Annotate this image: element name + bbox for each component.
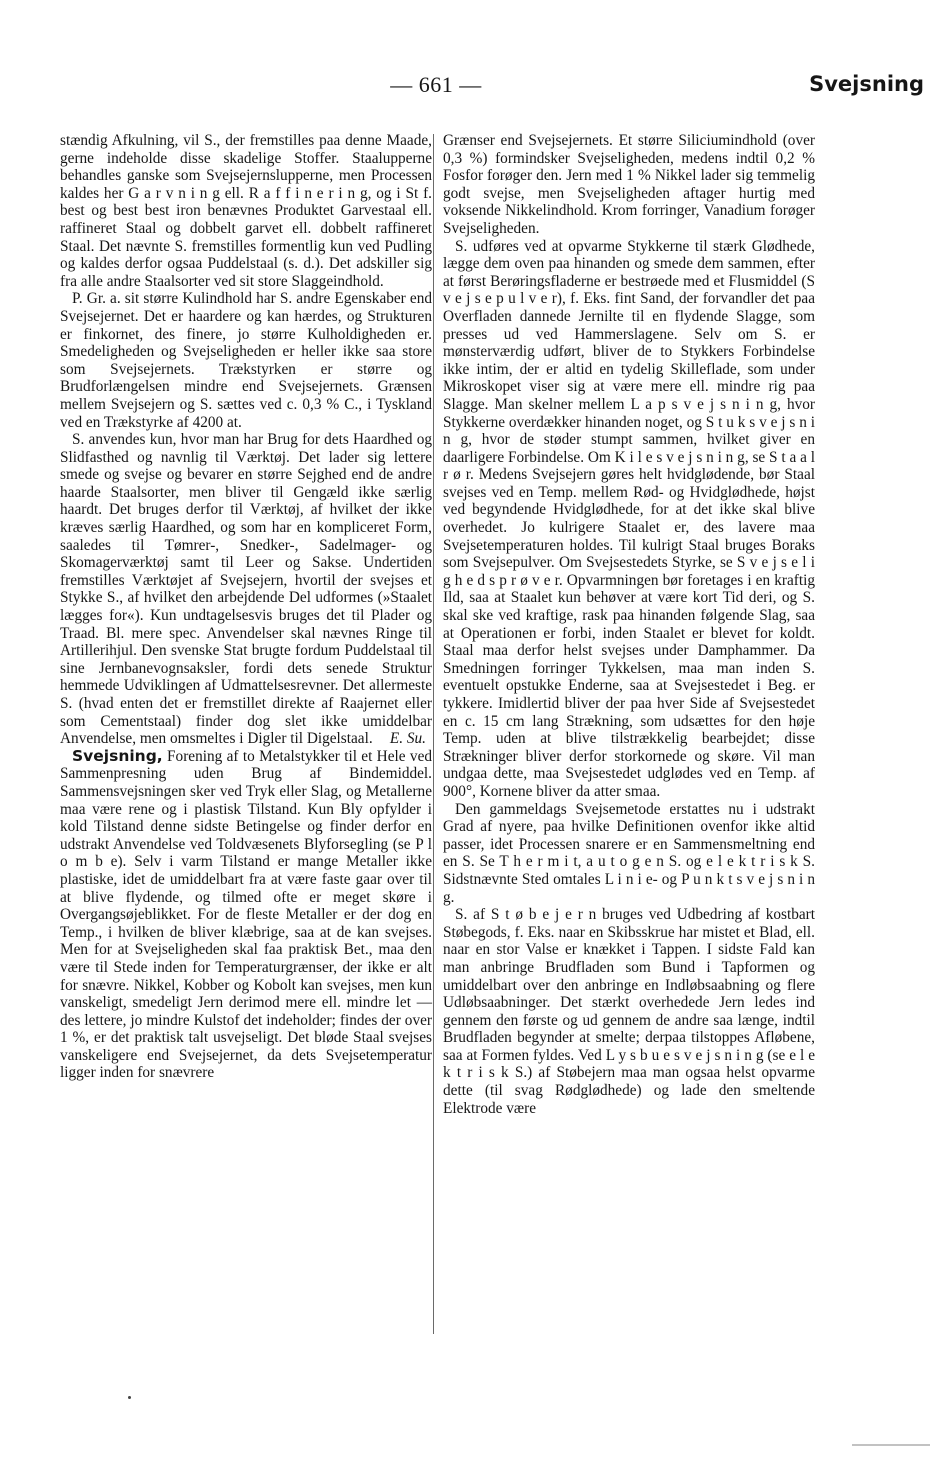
page-header bbox=[56, 72, 924, 106]
paragraph-text: Forening af to Metalstykker til et Hele ved Sammenpresning uden Brug af Bindemiddel. Sammensvejsningen sker ved Tryk eller Slag, og Metallerne maa være rene og i plastisk Tilstand. Kun Bly opfylder i kold Tilstand denne sidste Betingelse og finder derfor en udstrakt Anvendelse ved Toldvæsenets Blyforsegling (se P l o m b e). Selv i varm Tilstand er mange Metaller ikke plastiske, idet de umiddelbart fra at være faste gaar over til at blive flydende, og tilmed ofte er meget skøre i Overgangsøjeblikket. For de fleste Metaller er der dog en Temp., i hvilken de bliver klæbrige, saa at de kan svejses. Men for at Svejseligheden skal faa praktisk Bet., maa den være til Stede inden for Temperaturgrænser, der ikke er alt for snævre. Nikkel, Kobber og Kobolt kan svejses, men kun vanskeligt, smedeligt Jern derimod mere ell. mindre let — des lettere, jo mindre Kulstof det indeholder; findes der over 1 %, er det praktisk talt usvejseligt. Det bløde Staal svejses vanskeligere end Svejsejernet, da dets Svejsetemperatur ligger inden for snævrere bbox=[60, 747, 433, 1082]
author-signature: E. Su. bbox=[389, 730, 426, 748]
entry-headword: Svejsning, bbox=[72, 746, 163, 765]
paragraph bbox=[60, 431, 432, 748]
paragraph: stændig Afkulning, vil S., der fremstilles paa denne Maade, gerne indeholde disse skadelige Stoffer. Staalupperne behandles ganske som Svejsejernslupperne, men Processen kaldes her G a r v n i n g ell. R a f f i n e r i n g, og i St f. best og best best iron benævnes Produktet Garvestaal ell. raffineret Staal og dobbelt garvet ell. dobbelt raffineret Staal. Det nævnte S. fremstilles formentlig kun ved Pudling og kaldes derfor ogsaa Puddelstaal (s. d.). Det adskiller sig fra alle andre Staalsorter ved sit store Slaggeindhold. bbox=[60, 132, 432, 290]
paragraph: P. Gr. a. sit større Kulindhold har S. andre Egenskaber end Svejsejernet. Det er haardere og kan hærdes, og Strukturen er finkornet, des finere, jo større Kulholdigheden er. Smedeligheden og Svejseligheden er heller ikke saa store som Svejsejernets. Trækstyrken er større og Brudforlængelsen mindre end Svejsejernets. Grænsen mellem Svejsejern og S. sættes ved c. 0,3 % C., i Tyskland ved en Trækstyrke af 4200 at. bbox=[60, 290, 432, 431]
stray-mark bbox=[128, 1396, 131, 1399]
left-column bbox=[60, 132, 432, 1082]
paragraph: Den gammeldags Svejsemetode erstattes nu i udstrakt Grad af nyere, paa hvilke Definitionen ovenfor ikke altid passer, idet Processen snarere er en Sammensmeltning end en S. Se T h e r m i t, a u t o g e n S. og e l e k t r i s k S. Sidstnævnte Sted omtales L i n i e- og P u n k t s v e j s n i n g. bbox=[443, 800, 815, 906]
right-column bbox=[443, 132, 815, 1117]
paragraph: S. af S t ø b e j e r n bruges ved Udbedring af kostbart Støbegods, f. Eks. naar en Skibsskrue har mistet et Blad, ell. naar en stor Valse er knækket i Tappen. I sidste Fald kan man anbringe Brudfladen som Bund i Tapformen og umiddelbart over den anbringe en Indløbsaabning og flere Udløbsaabninger. Det stærkt overhedede Jern ledes ind gennem den første og ud gennem de andre saa længe, indtil Brudfladen begynder at smelte; derpaa tilstoppes Afløbene, saa at Formen fyldes. Ved L y s b u e s v e j s n i n g (se e l e k t r i s k S.) af Støbejern maa man ogsaa helst opvarme dette (til svag Rødglødhede) og lade den smeltende Elektrode være bbox=[443, 906, 815, 1117]
running-head: Svejsning bbox=[809, 72, 924, 96]
paragraph: S. udføres ved at opvarme Stykkerne til stærk Glødhede, lægge dem oven paa hinanden og smede dem sammen, efter at først Berøringsfladerne er bestrøede med et Flusmiddel (S v e j s e p u l v e r), f. Eks. fint Sand, der forvandler det paa Overfladen dannede Jernilte til en flydende Slagge, som presses ud ved Hammerslagene. Selv om S. er mønsterværdig udført, bliver de to Stykkers Forbindelse ikke intim, der er altid en tydelig Skilleflade, som under Mikroskopet viser sig at være mere ell. mindre rig paa Slagge. Man skelner mellem L a p s v e j s n i n g, hvor Stykkerne overdækker hinanden noget, og S t u k s v e j s n i n g, hvor de støder stumpt sammen, hvilket giver en daarligere Forbindelse. Om K i l e s v e j s n i n g, se S t a a l r ø r. Medens Svejsejern gøres helt hvidglødende, bør Staal svejses ved en Temp. mellem Rød- og Hvidglødhede, højst ved begyndende Hvidglødhede, for at det ikke skal blive overhedet. Jo kulrigere Staalet er, des lavere maa Svejsetemperaturen holdes. Til kulrigt Staal bruges Boraks som Svejsepulver. Om Svejsestedets Styrke, se S v e j s e l i g h e d s p r ø v e r. Opvarmningen bør foretages i en kraftig Ild, saa at Staalet kun behøver at være kort Tid deri, og S. skal ske ved kraftige, rask paa hinanden følgende Slag, saa at Operationen er forbi, inden Staalet er blevet for koldt. Staal maa derfor helst svejses under Damphammer. Da Smedningen forringer Tykkelsen, maa man inden S. eventuelt opstukke Enderne, saa at Svejsestedet i Beg. er tykkere. Imidlertid bliver der paa hver Side af Svejsestedet en c. 15 cm lang Strækning, som udsættes for den høje Temp. uden at blive tilstrækkelig bearbejdet; disse Strækninger bliver derfor storkornede og skøre. Vil man undgaa dette, maa Svejsestedet udglødes ved en Temp. af 900°, Kornene bliver da atter smaa. bbox=[443, 237, 815, 800]
paragraph-text: S. anvendes kun, hvor man har Brug for dets Haardhed og Slidfasthed og navnlig til Værktøj. Det lader sig lettere smede og svejse og bevarer en større Sejghed end de andre haarde Staalsorter, men bliver til Gengæld ikke særlig haardt. Det bruges derfor til Værktøj, af hvilket der ikke kræves særlig Haardhed, og som har en kompliceret Form, saaledes til Tømrer-, Snedker-, Sadelmager- og Skomagerværktøj samt til Leer og Sakse. Undertiden fremstilles Værktøjet af Svejsejern, hvortil der svejses et Stykke S., af hvilket den arbejdende Del udformes (»Staalet lægges for«). Kun undtagelsesvis bruges det til Plader og Traad. Bl. mere spec. Anvendelser skal nævnes Ringe til Artillerihjul. Den svenske Stat brugte fordum Puddelstaal til sine Jernbanevognsaksler, fordi dets senede Struktur hemmede Udviklingen af Udmattelsesrevner. Det allermeste S. (hvad enten det er fremstillet direkte af Raajernet eller som Cementstaal) finder dog slet ikke umiddelbar Anvendelse, men omsmeltes i Digler til Digelstaal. bbox=[60, 431, 432, 748]
column-divider bbox=[433, 134, 434, 1334]
page-number: — 661 — bbox=[390, 72, 482, 97]
entry-paragraph bbox=[60, 748, 432, 1082]
paragraph: Grænser end Svejsejernets. Et større Siliciumindhold (over 0,3 %) formindsker Svejseligheden, medens indtil 0,2 % Fosfor forøger den. Jern med 1 % Nikkel lader sig temmelig godt svejse, men Svejseligheden aftager hurtig med voksende Nikkelindhold. Krom forringer, Vanadium forøger Svejseligheden. bbox=[443, 132, 815, 237]
scan-artifact bbox=[852, 1444, 930, 1446]
